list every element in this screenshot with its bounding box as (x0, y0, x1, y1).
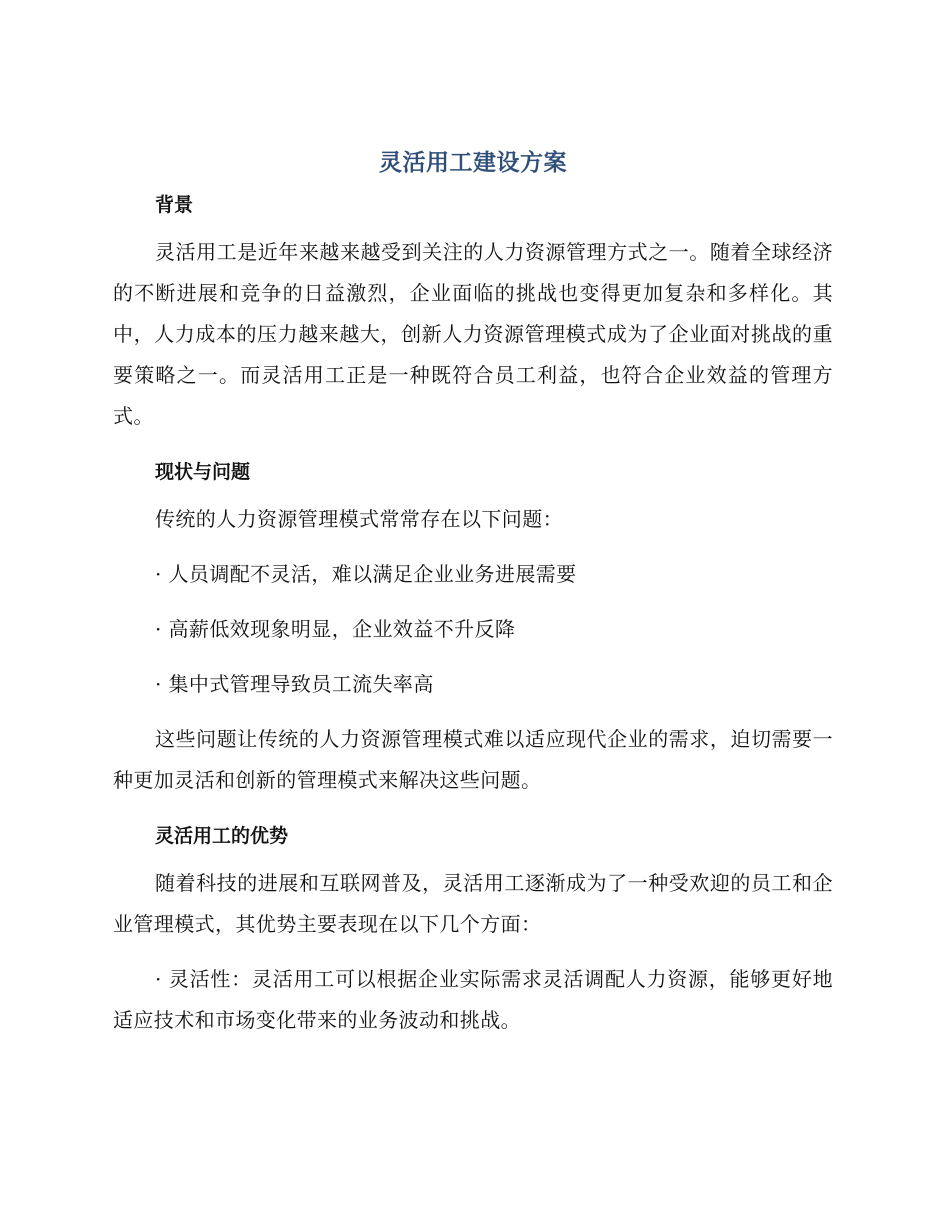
status-bullet-1: · 人员调配不灵活，难以满足企业业务进展需要 (155, 562, 577, 586)
section-heading-background: 背景 (155, 194, 194, 216)
background-paragraph: 灵活用工是近年来越来越受到关注的人力资源管理方式之一。随着全球经济的不断进展和竞争的日益激烈，企业面临的挑战也变得更加复杂和多样化。其中，人力成本的压力越来越大，创新人力资源管理模式成为了企业面对挑战的重要策略之一。而灵活用工正是一种既符合员工利益，也符合企业效益的管理方式。 (113, 240, 833, 428)
status-bullet-3: · 集中式管理导致员工流失率高 (155, 672, 434, 696)
document-body (113, 140, 833, 1041)
status-bullet-2: · 高薪低效现象明显，企业效益不升反降 (155, 617, 516, 641)
status-intro-paragraph: 传统的人力资源管理模式常常存在以下问题： (155, 507, 563, 531)
status-summary-paragraph: 这些问题让传统的人力资源管理模式难以适应现代企业的需求，迫切需要一种更加灵活和创新的管理模式来解决这些问题。 (113, 727, 833, 792)
section-heading-status: 现状与问题 (155, 461, 251, 483)
advantages-intro-paragraph: 随着科技的进展和互联网普及，灵活用工逐渐成为了一种受欢迎的员工和企业管理模式，其优势主要表现在以下几个方面： (113, 871, 833, 936)
advantages-bullet-1: · 灵活性：灵活用工可以根据企业实际需求灵活调配人力资源，能够更好地适应技术和市场变化带来的业务波动和挑战。 (113, 967, 833, 1032)
section-heading-advantages: 灵活用工的优势 (155, 825, 289, 847)
document-title: 灵活用工建设方案 (379, 150, 567, 176)
